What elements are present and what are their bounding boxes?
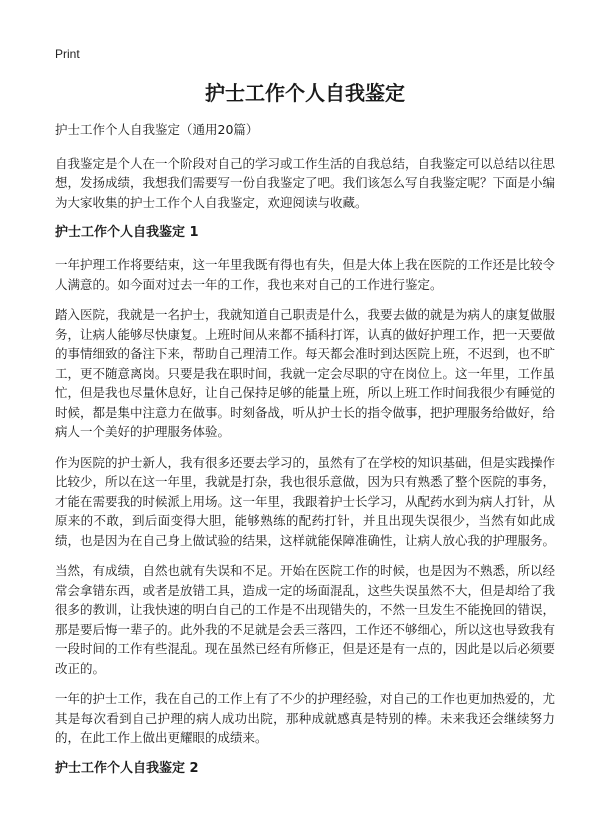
- section-1-paragraph-4: 当然，有成绩，自然也就有失误和不足。开始在医院工作的时候，也是因为不熟悉，所以经常会拿错东西，或者是放错工具，造成一定的场面混乱，这些失误虽然不大，但是却给了我很多的教训，让我快速的明白自己的工作是不出现错失的，不然一旦发生不能挽回的错误，那是要后悔一辈子的。此外我的不足就是会丢三落四，工作还不够细心，所以这也导致我有一段时间的工作有些混乱。现在虽然已经有所修正，但是还是有一点的，因此是以后必须要改正的。: [55, 563, 556, 676]
- article-body: [55, 120, 555, 791]
- section-1-paragraph-3: 作为医院的护士新人，我有很多还要去学习的，虽然有了在学校的知识基础，但是实践操作比较少，所以在这一年里，我就是打杂，我也很乐意做，因为只有熟悉了整个医院的事务，才能在需要我的时候派上用场。这一年里，我跟着护士长学习，从配药水到为病人打针，从原来的不敢，到后面变得大胆，能够熟练的配药打针，并且出现失误很少，当然有如此成绩，也是因为在自己身上做试验的结果，这样就能保障准确性，让病人放心我的护理服务。: [55, 454, 556, 548]
- section-1-paragraph-2: 踏入医院，我就是一名护士，我就知道自己职责是什么，我要去做的就是为病人的康复做服务，让病人能够尽快康复。上班时间从来都不插科打诨，认真的做好护理工作，把一天要做的事情细致的备注下来，帮助自己理清工作。每天都会准时到达医院上班，不迟到，也不旷工，更不随意离岗。只要是我在职时间，我就一定会尽职的守在岗位上。这一年里，工作虽忙，但是我也尽量休息好，让自己保持足够的能量上班，所以上班工作时间我很少有睡觉的时候，都是集中注意力在做事。时刻备战，听从护士长的指令做事，把护理服务给做好，给病人一个美好的护理服务体验。: [55, 307, 556, 439]
- page-title: 护士工作个人自我鉴定: [205, 81, 405, 105]
- section-1-paragraph-5: 一年的护士工作，我在自己的工作上有了不少的护理经验，对自己的工作也更加热爱的，尤其是每次看到自己护理的病人成功出院，那种成就感真是特别的棒。未来我还会继续努力的，在此工作上做出更耀眼的成绩来。: [55, 691, 556, 745]
- print-link[interactable]: Print: [55, 47, 80, 61]
- section-heading-2: 护士工作个人自我鉴定 2: [55, 760, 199, 776]
- section-heading-1: 护士工作个人自我鉴定 1: [55, 225, 199, 240]
- section-1-paragraph-1: 一年护理工作将要结束，这一年里我既有得也有失，但是大体上我在医院的工作还是比较令人满意的。如今面对过去一年的工作，我也来对自己的工作进行鉴定。: [55, 257, 556, 292]
- document-subtitle: 护士工作个人自我鉴定（通用20篇）: [55, 122, 259, 137]
- intro-paragraph: 自我鉴定是个人在一个阶段对自己的学习或工作生活的自我总结，自我鉴定可以总结以往思想，发扬成绩，我想我们需要写一份自我鉴定了吧。我们该怎么写自我鉴定呢？下面是小编为大家收集的护士工作个人自我鉴定，欢迎阅读与收藏。: [55, 155, 556, 210]
